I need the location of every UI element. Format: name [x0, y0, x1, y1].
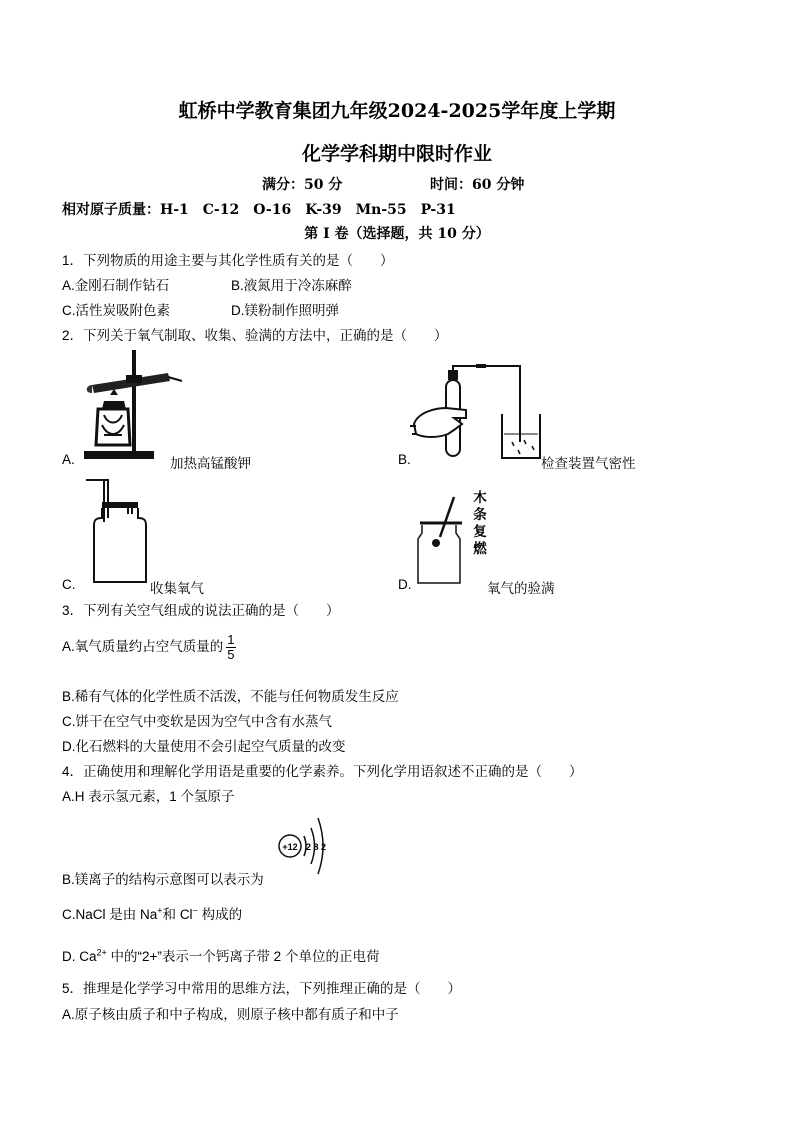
q4-c-text-3: 构成的	[197, 907, 243, 922]
q3-option-c: C.饼干在空气中变软是因为空气中含有水蒸气	[62, 714, 332, 729]
q2-option-a-letter: A.	[62, 452, 75, 467]
q3-stem: 3．下列有关空气组成的说法正确的是（ ）	[62, 603, 340, 618]
fraction-numerator: 1	[227, 632, 235, 647]
sodium-ion-symbol: Na	[140, 907, 158, 922]
calcium-ion-charge: 2+	[96, 947, 107, 958]
q4-option-a: A.H 表示氢元素，1 个氢原子	[62, 789, 235, 804]
q4-option-b: B.镁离子的结构示意图可以表示为	[62, 872, 264, 887]
q1-option-c: C.活性炭吸附色素	[62, 303, 170, 318]
q4-c-text-1: C.NaCl 是由	[62, 907, 141, 922]
q5-stem: 5．推理是化学学习中常用的思维方法，下列推理正确的是（ ）	[62, 981, 462, 996]
q2-stem: 2．下列关于氧气制取、收集、验满的方法中，正确的是（ ）	[62, 328, 448, 343]
fraction-denominator: 5	[227, 647, 235, 662]
q3-option-b: B.稀有气体的化学性质不活泼，不能与任何物质发生反应	[62, 689, 399, 704]
q1-option-d: D.镁粉制作照明弹	[231, 303, 339, 318]
atomic-structure-diagram	[276, 810, 336, 882]
exam-time: 时间：60 分钟	[430, 177, 525, 193]
exam-title-line2: 化学学科期中限时作业	[301, 143, 492, 165]
q4-stem: 4．正确使用和理解化学用语是重要的化学素养。下列化学用语叙述不正确的是（ ）	[62, 764, 583, 779]
q5-option-a: A.原子核由质子和中子构成，则原子核中都有质子和中子	[62, 1007, 399, 1022]
burning-splint-label	[472, 489, 488, 557]
q2-option-b-caption: 检查装置气密性	[541, 456, 636, 471]
chloride-ion-charge: −	[192, 905, 198, 916]
electron-shell-counts: 2 8 2	[305, 842, 327, 852]
chloride-ion-symbol: Cl	[179, 907, 193, 922]
airtightness-check-figure	[408, 364, 548, 464]
q2-option-d-caption: 氧气的验满	[487, 581, 555, 596]
q2-option-a-caption: 加热高锰酸钾	[170, 456, 251, 471]
q3-option-a-text: A.氧气质量约占空气质量的	[62, 639, 224, 655]
q4-option-d	[62, 945, 379, 965]
heating-apparatus-figure	[78, 345, 188, 465]
q4-d-text-2: 中的“2+”表示一个钙离子带 2 个单位的正电荷	[106, 949, 380, 964]
q3-option-a	[62, 633, 236, 662]
exam-title-line1: 虹桥中学教育集团九年级2024-2025学年度上学期	[178, 100, 616, 122]
full-score: 满分：50 分	[262, 177, 343, 193]
fraction-one-fifth	[226, 633, 235, 662]
q1-stem: 1．下列物质的用途主要与其化学性质有关的是（ ）	[62, 253, 394, 268]
label-char-3: 复	[473, 524, 487, 539]
calcium-ion-symbol: Ca	[79, 949, 97, 964]
nucleus-charge: +12	[282, 842, 298, 852]
q4-option-c	[62, 903, 242, 923]
gas-collection-bottle-figure	[84, 478, 156, 588]
q1-option-b: B.液氮用于冷冻麻醉	[231, 278, 352, 293]
q1-option-a: A.金刚石制作钻石	[62, 278, 170, 293]
q2-option-c-letter: C.	[62, 577, 76, 592]
label-char-4: 燃	[473, 541, 487, 556]
section-title: 第 I 卷（选择题，共 10 分）	[304, 226, 490, 242]
q4-c-text-2: 和	[162, 907, 180, 922]
atomic-masses: 相对原子质量：H-1 C-12 O-16 K-39 Mn-55 P-31	[62, 202, 456, 218]
label-char-1: 木	[473, 490, 487, 505]
q2-option-c-caption: 收集氧气	[150, 581, 204, 596]
sodium-ion-charge: +	[157, 905, 163, 916]
q2-option-b-letter: B.	[398, 452, 411, 467]
oxygen-full-check-figure	[416, 495, 466, 587]
q2-option-d-letter: D.	[398, 577, 412, 592]
label-char-2: 条	[473, 507, 487, 522]
q4-d-text-1: D.	[62, 949, 80, 964]
q3-option-d: D.化石燃料的大量使用不会引起空气质量的改变	[62, 739, 346, 754]
